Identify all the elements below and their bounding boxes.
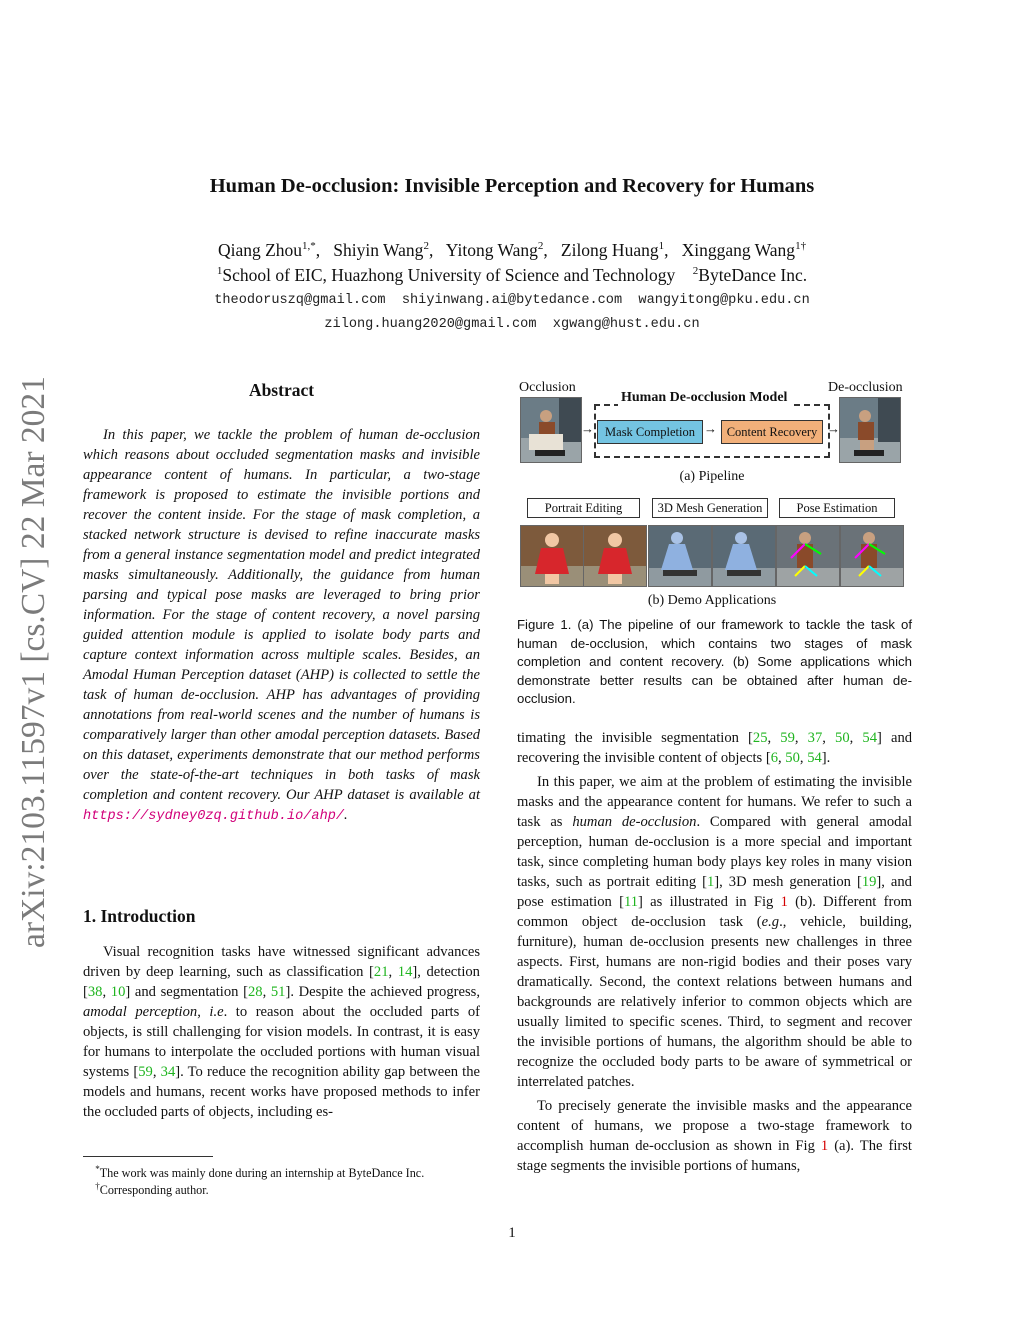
citation-link[interactable]: 59 — [780, 730, 795, 746]
text-run: , — [778, 750, 786, 766]
pipeline-caption: (a) Pipeline — [679, 469, 745, 484]
footnote-1: *The work was mainly done during an internship at ByteDance Inc. — [95, 1164, 425, 1180]
right-column-body — [517, 728, 912, 1176]
text-run: ], 3D mesh generation [ — [714, 874, 862, 890]
citation-link[interactable]: 59 — [138, 1064, 153, 1080]
text-run: , — [822, 730, 836, 746]
italic-term: human de-occlusion — [572, 814, 697, 830]
author-list: Qiang Zhou$^{1,*}$, Shiyin Wang$^2$, Yitong Wang$^2$, Zilong Huang$^1$, Xinggang Wang$^{1\dagger}$ — [217, 240, 807, 260]
text-run: (b). Different from common object de-occlusion task ( — [517, 894, 912, 930]
citation-link[interactable]: 54 — [862, 730, 877, 746]
abstract-text: In this paper, we tackle the problem of human de-occlusion which reasons about occluded segmentation masks and invisible appearance content of humans. In particular, a two-stage framework is proposed to estimate the invisible portions and recover the content inside. For the stage of mask completion, a stacked network structure is devised to refine inaccurate masks from a general instance segmentation model and predict integrated masks simultaneously. Additionally, the guidance from human parsing and typical pose masks are leveraged to bring prior information. For the stage of content recovery, a novel parsing guided attention module is applied to isolate body parts and capture context information across multiple scales. Besides, an Amodal Human Perception dataset (AHP) is collected to settle the task of human de-occlusion. AHP has advantages of providing annotations from real-world scenes and the number of humans is comparatively larger than other amodal perception datasets. Based on this dataset, experiments demonstrate that our method performs over the state-of-the-art techniques in both tasks of mask completion and content recovery. Our AHP dataset is available at https://sydney0zq.github.io/ahp/. — [83, 427, 480, 824]
arrow-icon: → — [704, 421, 717, 436]
text-run: ]. — [821, 750, 831, 766]
model-label: Human De-occlusion Model — [618, 390, 790, 406]
text-run: Visual recognition tasks have witnessed significant advances driven by deep learning, such as classification [ — [83, 944, 480, 980]
text-run: , — [262, 984, 271, 1000]
text-run: , — [152, 1064, 161, 1080]
demo-image-mesh-1 — [648, 525, 712, 587]
citation-link[interactable]: 28 — [247, 984, 263, 1000]
text-run: . to reason about the occluded parts of objects, is still challenging for vision models. In contrast, it is easy for humans to interpolate the occluded portions with human visual systems [ — [83, 1004, 481, 1080]
citation-link[interactable]: 54 — [807, 750, 822, 766]
occlusion-label: Occlusion — [519, 380, 576, 395]
occluded-input-image — [520, 397, 582, 463]
text-run: ] and recovering the invisible content of objects [ — [517, 730, 913, 766]
citation-link[interactable]: 6 — [770, 750, 778, 766]
paper-title: Human De-occlusion: Invisible Perception and Recovery for Humans — [209, 175, 815, 197]
app-label-portrait-editing: Portrait Editing — [527, 498, 640, 518]
page-number: 1 — [508, 1225, 516, 1241]
citation-link[interactable]: 10 — [110, 984, 126, 1000]
figure-ref-link[interactable]: 1 — [820, 1138, 829, 1154]
text-run: ], detection [ — [83, 964, 480, 1000]
text-run: , — [799, 750, 808, 766]
citation-link[interactable]: 51 — [270, 984, 286, 1000]
text-run: , — [197, 1004, 210, 1020]
text-run: ], and pose estimation [ — [517, 874, 912, 910]
mask-completion-box: Mask Completion — [597, 420, 703, 444]
citation-link[interactable]: 21 — [373, 964, 389, 980]
deocclusion-label: De-occlusion — [828, 380, 903, 395]
text-run: (a). The first stage segments the invisible portions of humans, — [517, 1138, 912, 1174]
section-heading-introduction: 1. Introduction — [83, 906, 196, 926]
text-run: , — [767, 730, 781, 746]
text-run: ]. To reduce the recognition ability gap between the models and humans, recent works have proposed methods to infer the occluded parts of objects, including es- — [83, 1064, 480, 1120]
arrow-icon: → — [827, 421, 840, 436]
affiliations: $^1$School of EIC, Huazhong University of Science and Technology $^2$ByteDance Inc. — [216, 265, 808, 285]
footnote-2: †Corresponding author. — [95, 1181, 209, 1197]
demo-image-mesh-2 — [712, 525, 776, 587]
author-1: Qiang Zhou$^{1,*}$ — [217, 240, 316, 260]
arxiv-stamp: arXiv:2103.11597v1 [cs.CV] 22 Mar 2021 — [15, 376, 52, 948]
text-run: timating the invisible segmentation [ — [517, 730, 753, 746]
text-run: ] as illustrated in Fig — [638, 894, 781, 910]
citation-link[interactable]: 11 — [623, 894, 639, 910]
text-run: To precisely generate the invisible masks and the appearance content of humans, we propose a two-stage framework to accomplish human de-occlusion as shown in Fig — [517, 1098, 912, 1154]
citation-link[interactable]: 50 — [835, 730, 850, 746]
citation-link[interactable]: 37 — [807, 730, 823, 746]
abstract-heading: Abstract — [248, 380, 315, 400]
demo-caption: (b) Demo Applications — [647, 593, 777, 608]
citation-link[interactable]: 1 — [707, 874, 715, 890]
text-run: , — [388, 964, 398, 980]
italic-term: e.g — [761, 914, 780, 930]
citation-link[interactable]: 34 — [160, 1064, 176, 1080]
email-line-1: theodoruszq@gmail.com shiyinwang.ai@bytedance.com wangyitong@pku.edu.cn — [214, 293, 810, 308]
text-run: ] and segmentation [ — [125, 984, 248, 1000]
deoccluded-output-image — [839, 397, 901, 463]
content-recovery-box: Content Recovery — [721, 420, 823, 444]
text-run: , — [102, 984, 111, 1000]
app-label-pose-estimation: Pose Estimation — [779, 498, 895, 518]
figure-ref-link[interactable]: 1 — [780, 894, 788, 910]
author-3: Yitong Wang$^2$ — [445, 240, 544, 260]
dataset-link[interactable]: https://sydney0zq.github.io/ahp/ — [83, 809, 345, 824]
text-run: In this paper, we aim at the problem of estimating the invisible masks and the appearance content for humans. We refer to such a task as — [517, 774, 912, 830]
citation-link[interactable]: 14 — [397, 964, 413, 980]
demo-image-portrait-2 — [583, 525, 647, 587]
demo-image-pose-2 — [840, 525, 904, 587]
figure-1-caption: Figure 1. (a) The pipeline of our framework to tackle the task of human de-occlusion, which contains two stages of mask completion and content recovery. (b) Some applications which demonstrate better results can be obtained after human de-occlusion. — [517, 617, 912, 706]
citation-link[interactable]: 19 — [861, 874, 877, 890]
author-5: Xinggang Wang$^{1\dagger}$ — [681, 240, 807, 260]
text-run: . Compared with general amodal perception, human de-occlusion is a more special and important task, since completing human body plays key roles in many vision tasks, such as portrait editing [ — [517, 814, 912, 890]
author-4: Zilong Huang$^1$ — [560, 240, 665, 260]
intro-paragraph-1 — [83, 942, 480, 1122]
demo-image-portrait-1 — [520, 525, 584, 587]
arrow-icon: → — [581, 421, 594, 436]
text-run: ]. Despite the achieved progress, — [285, 984, 480, 1000]
app-label-3d-mesh: 3D Mesh Generation — [652, 498, 768, 518]
demo-image-pose-1 — [776, 525, 840, 587]
text-run: , — [794, 730, 808, 746]
italic-term: amodal perception — [83, 1004, 198, 1020]
author-2: Shiyin Wang$^2$ — [333, 240, 429, 260]
email-line-2: zilong.huang2020@gmail.com xgwang@hust.edu.cn — [324, 317, 700, 332]
citation-link[interactable]: 25 — [752, 730, 768, 746]
text-run: , — [849, 730, 863, 746]
text-run: ., vehicle, building, furniture), human de-occlusion presents new challenges in three aspects. First, humans are non-rigid bodies and their poses vary dramatically. Second, the context relations between humans and backgrounds are relatively inferior to common objects which are usually limited to specific scenes. Third, to segment and recover the invisible portions of humans, the algorithm should be able to recognize the occluded body parts to be aware of symmetrical or interrelated patches. — [517, 914, 912, 1090]
italic-term: i.e — [209, 1004, 224, 1020]
citation-link[interactable]: 38 — [87, 984, 103, 1000]
citation-link[interactable]: 50 — [785, 750, 800, 766]
footnote-rule — [83, 1156, 213, 1157]
